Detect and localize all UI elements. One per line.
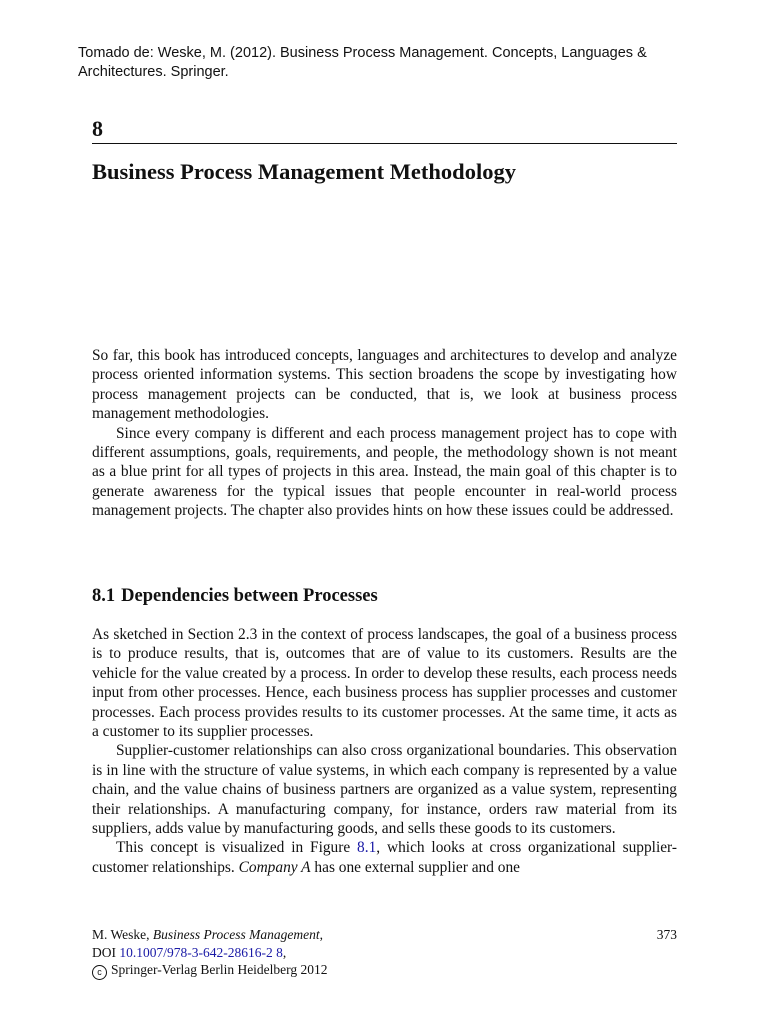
footer-doi-line <box>92 944 677 962</box>
chapter-number: 8 <box>92 116 103 141</box>
copyright-icon: c <box>92 965 107 980</box>
company-a-emphasis: Company A <box>238 858 311 876</box>
section-number: 8.1 <box>92 586 116 606</box>
section-body <box>92 625 677 877</box>
figure-reference-link[interactable]: 8.1 <box>357 839 377 857</box>
chapter-rule <box>92 143 677 144</box>
source-citation: Tomado de: Weske, M. (2012). Business Process Management. Concepts, Languages & Architectures. Springer. <box>78 45 647 80</box>
section-paragraph-3 <box>92 838 677 877</box>
footer-doi-label: DOI <box>92 944 120 960</box>
section-heading <box>92 584 378 608</box>
chapter-intro <box>92 346 677 521</box>
footer-doi-suffix: , <box>282 944 287 960</box>
section-paragraph-2: Supplier-customer relationships can also cross organizational boundaries. This observation is in line with the structure of value systems, in which each company is represented by a value chain, and the value chains of business partners are organized as a value system, representing their relationships. A manufacturing company, for instance, orders raw material from its suppliers, adds value by manufacturing goods, and sells these goods to its customers. <box>92 742 677 838</box>
section-paragraph-1: As sketched in Section 2.3 in the context of process landscapes, the goal of a business process is to produce results, that is, outcomes that are of value to its customers. Results are the vehicle for the value created by a process. In order to develop these results, each process needs input from other processes. Hence, each business process has supplier processes and customer processes. Each process provides results to its customer processes. At the same time, it acts as a customer to its supplier processes. <box>92 626 677 741</box>
paragraph-3-middle: , which looks at cross organizational supplier-customer relationships. <box>92 839 677 876</box>
footer-book-title: Business Process Management <box>152 927 320 942</box>
paragraph-3-end: has one external supplier and one <box>310 858 520 876</box>
intro-paragraph-2: Since every company is different and each process management project has to cope with different assumptions, goals, requirements, and people, the methodology shown is not meant as a blue print for all types of projects in this area. Instead, the main goal of this chapter is to generate awareness for the typical issues that people encounter in real-world process management projects. The chapter also provides hints on how these issues could be addressed. <box>92 424 677 520</box>
footer-author-suffix: , <box>319 927 324 942</box>
chapter-title: Business Process Management Methodology <box>92 159 516 184</box>
footer-author: M. Weske, <box>92 927 153 942</box>
footer-author-line <box>92 926 677 944</box>
intro-paragraph-1: So far, this book has introduced concepts, languages and architectures to develop and analyze process oriented information systems. This section broadens the scope by investigating how process management projects can be conducted, that is, we look at business process management methodologies. <box>92 347 677 423</box>
section-title-text: Dependencies between Processes <box>121 586 378 606</box>
footer-copyright-line <box>92 961 677 980</box>
doi-link[interactable]: 10.1007/978-3-642-28616-2 8 <box>119 944 283 960</box>
page-number: 373 <box>656 927 677 942</box>
footer-publisher: Springer-Verlag Berlin Heidelberg 2012 <box>111 962 328 978</box>
page-footer <box>92 926 677 980</box>
paragraph-3-start: This concept is visualized in Figure <box>116 839 358 857</box>
